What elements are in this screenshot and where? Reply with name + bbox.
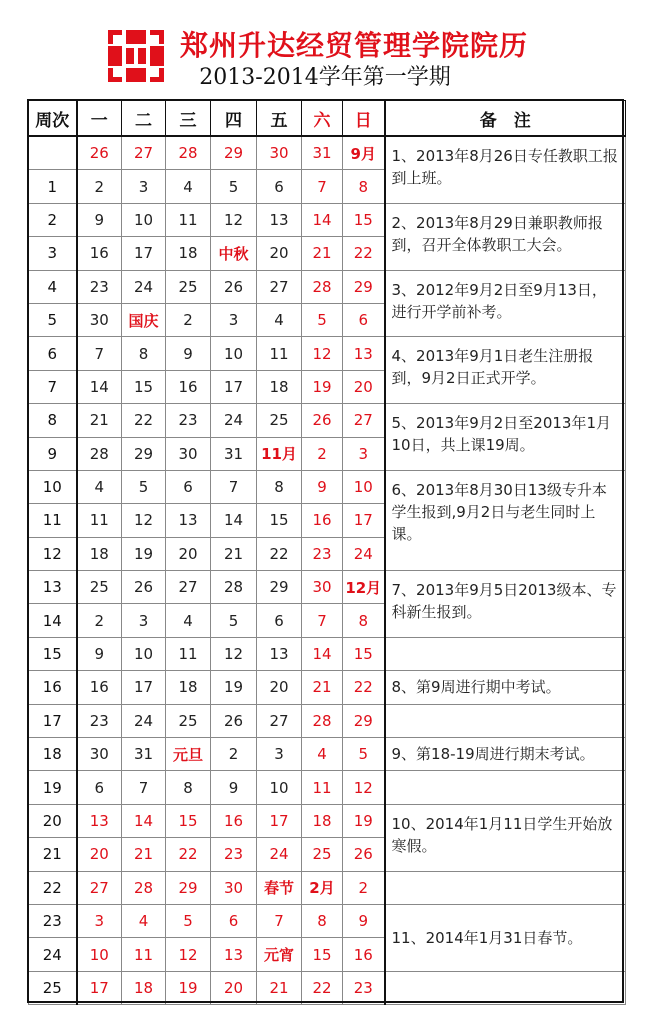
day-cell: 16 (302, 504, 343, 537)
day-cell: 14 (302, 203, 343, 236)
week-number: 14 (29, 604, 77, 637)
note-cell: 11、2014年1月31日春节。 (385, 904, 626, 971)
day-cell: 23 (77, 704, 122, 737)
day-cell: 27 (77, 871, 122, 904)
day-cell: 17 (211, 370, 257, 403)
day-cell: 29 (166, 871, 211, 904)
calendar-row (29, 404, 626, 437)
day-cell: 15 (122, 370, 166, 403)
day-cell: 3 (211, 303, 257, 336)
day-cell: 2 (77, 604, 122, 637)
day-cell: 22 (122, 404, 166, 437)
day-cell: 3 (122, 604, 166, 637)
week-number: 13 (29, 571, 77, 604)
day-cell: 30 (302, 571, 343, 604)
day-cell: 9 (343, 904, 385, 937)
day-cell: 22 (343, 671, 385, 704)
col-wed: 三 (166, 101, 211, 137)
day-cell: 12 (122, 504, 166, 537)
day-cell: 24 (211, 404, 257, 437)
calendar-row (29, 671, 626, 704)
calendar-row (29, 971, 626, 1004)
note-cell: 2、2013年8月29日兼职教师报到，召开全体教职工大会。 (385, 203, 626, 270)
day-cell: 3 (77, 904, 122, 937)
day-cell: 13 (257, 203, 302, 236)
day-cell: 29 (343, 270, 385, 303)
day-cell: 2 (166, 303, 211, 336)
week-number: 10 (29, 470, 77, 503)
day-cell: 7 (302, 170, 343, 203)
day-cell: 6 (257, 604, 302, 637)
col-sun: 日 (343, 101, 385, 137)
day-cell: 13 (343, 337, 385, 370)
note-cell: 9、第18-19周进行期末考试。 (385, 738, 626, 771)
day-cell: 23 (77, 270, 122, 303)
day-cell: 5 (122, 470, 166, 503)
day-cell: 14 (122, 804, 166, 837)
day-cell: 19 (122, 537, 166, 570)
day-cell: 11 (257, 337, 302, 370)
day-cell: 6 (166, 470, 211, 503)
day-cell: 19 (211, 671, 257, 704)
day-cell: 12 (211, 203, 257, 236)
week-number: 15 (29, 637, 77, 670)
day-cell: 7 (257, 904, 302, 937)
day-cell: 23 (302, 537, 343, 570)
day-cell: 10 (77, 938, 122, 971)
day-cell: 11 (77, 504, 122, 537)
day-cell: 国庆 (122, 303, 166, 336)
day-cell: 22 (257, 537, 302, 570)
day-cell: 24 (257, 838, 302, 871)
day-cell: 5 (211, 604, 257, 637)
week-number: 19 (29, 771, 77, 804)
day-cell: 4 (257, 303, 302, 336)
calendar-row (29, 136, 626, 170)
day-cell: 4 (122, 904, 166, 937)
col-notes: 备 注 (385, 101, 626, 137)
week-number: 12 (29, 537, 77, 570)
day-cell: 26 (302, 404, 343, 437)
day-cell: 30 (166, 437, 211, 470)
week-number: 8 (29, 404, 77, 437)
day-cell: 8 (166, 771, 211, 804)
day-cell: 21 (257, 971, 302, 1004)
day-cell: 27 (166, 571, 211, 604)
day-cell: 元宵 (257, 938, 302, 971)
day-cell: 5 (302, 303, 343, 336)
week-number: 21 (29, 838, 77, 871)
calendar-table (28, 100, 626, 1005)
day-cell: 28 (166, 136, 211, 170)
day-cell: 3 (122, 170, 166, 203)
day-cell: 11 (302, 771, 343, 804)
day-cell: 16 (166, 370, 211, 403)
day-cell: 25 (166, 704, 211, 737)
day-cell: 4 (302, 738, 343, 771)
day-cell: 22 (343, 237, 385, 270)
day-cell: 23 (343, 971, 385, 1004)
day-cell: 5 (343, 738, 385, 771)
day-cell: 12 (211, 637, 257, 670)
day-cell: 23 (211, 838, 257, 871)
week-number: 7 (29, 370, 77, 403)
day-cell: 28 (211, 571, 257, 604)
calendar-row (29, 704, 626, 737)
week-number: 25 (29, 971, 77, 1004)
day-cell: 8 (343, 170, 385, 203)
day-cell: 元旦 (166, 738, 211, 771)
day-cell: 16 (77, 671, 122, 704)
day-cell: 9 (77, 203, 122, 236)
day-cell: 3 (343, 437, 385, 470)
week-number: 5 (29, 303, 77, 336)
note-cell: 5、2013年9月2日至2013年1月10日，共上课19周。 (385, 404, 626, 471)
day-cell: 12 (166, 938, 211, 971)
day-cell: 4 (77, 470, 122, 503)
day-cell: 20 (166, 537, 211, 570)
day-cell: 9月 (343, 136, 385, 170)
col-sat: 六 (302, 101, 343, 137)
day-cell: 25 (302, 838, 343, 871)
day-cell: 21 (302, 671, 343, 704)
header-row (29, 101, 626, 137)
note-cell: 4、2013年9月1日老生注册报到，9月2日正式开学。 (385, 337, 626, 404)
note-cell (385, 704, 626, 737)
col-tue: 二 (122, 101, 166, 137)
day-cell: 21 (302, 237, 343, 270)
calendar-row (29, 804, 626, 837)
day-cell: 6 (77, 771, 122, 804)
day-cell: 18 (257, 370, 302, 403)
day-cell: 12 (302, 337, 343, 370)
calendar-row (29, 571, 626, 604)
day-cell: 10 (122, 203, 166, 236)
day-cell: 13 (211, 938, 257, 971)
day-cell: 30 (211, 871, 257, 904)
day-cell: 25 (166, 270, 211, 303)
day-cell: 11月 (257, 437, 302, 470)
day-cell: 18 (302, 804, 343, 837)
day-cell: 11 (166, 203, 211, 236)
day-cell: 17 (122, 237, 166, 270)
day-cell: 27 (257, 270, 302, 303)
week-number: 3 (29, 237, 77, 270)
day-cell: 8 (257, 470, 302, 503)
day-cell: 18 (166, 237, 211, 270)
note-cell: 8、第9周进行期中考试。 (385, 671, 626, 704)
day-cell: 14 (302, 637, 343, 670)
day-cell: 15 (166, 804, 211, 837)
week-number (29, 136, 77, 170)
day-cell: 29 (122, 437, 166, 470)
day-cell: 27 (343, 404, 385, 437)
day-cell: 13 (166, 504, 211, 537)
day-cell: 6 (343, 303, 385, 336)
note-cell: 3、2012年9月2日至9月13日，进行开学前补考。 (385, 270, 626, 337)
day-cell: 30 (257, 136, 302, 170)
day-cell: 春节 (257, 871, 302, 904)
day-cell: 2 (77, 170, 122, 203)
day-cell: 17 (77, 971, 122, 1004)
day-cell: 10 (343, 470, 385, 503)
day-cell: 29 (257, 571, 302, 604)
week-number: 24 (29, 938, 77, 971)
week-number: 16 (29, 671, 77, 704)
day-cell: 24 (122, 704, 166, 737)
day-cell: 2 (302, 437, 343, 470)
day-cell: 14 (211, 504, 257, 537)
day-cell: 11 (122, 938, 166, 971)
week-number: 20 (29, 804, 77, 837)
day-cell: 19 (302, 370, 343, 403)
day-cell: 17 (343, 504, 385, 537)
day-cell: 22 (302, 971, 343, 1004)
day-cell: 17 (257, 804, 302, 837)
day-cell: 18 (166, 671, 211, 704)
week-number: 23 (29, 904, 77, 937)
day-cell: 16 (343, 938, 385, 971)
col-thu: 四 (211, 101, 257, 137)
day-cell: 8 (302, 904, 343, 937)
day-cell: 30 (77, 303, 122, 336)
day-cell: 25 (77, 571, 122, 604)
note-cell (385, 637, 626, 670)
day-cell: 13 (257, 637, 302, 670)
week-number: 17 (29, 704, 77, 737)
day-cell: 27 (122, 136, 166, 170)
day-cell: 20 (257, 237, 302, 270)
calendar-row (29, 738, 626, 771)
day-cell: 30 (77, 738, 122, 771)
day-cell: 3 (257, 738, 302, 771)
note-cell: 7、2013年9月5日2013级本、专科新生报到。 (385, 571, 626, 638)
calendar-row (29, 771, 626, 804)
day-cell: 10 (122, 637, 166, 670)
day-cell: 28 (122, 871, 166, 904)
week-number: 2 (29, 203, 77, 236)
calendar-row (29, 270, 626, 303)
day-cell: 9 (77, 637, 122, 670)
day-cell: 26 (122, 571, 166, 604)
day-cell: 12 (343, 771, 385, 804)
day-cell: 19 (343, 804, 385, 837)
note-cell: 10、2014年1月11日学生开始放寒假。 (385, 804, 626, 871)
day-cell: 5 (166, 904, 211, 937)
calendar-row (29, 637, 626, 670)
day-cell: 2 (211, 738, 257, 771)
day-cell: 9 (166, 337, 211, 370)
calendar-row (29, 470, 626, 503)
day-cell: 17 (122, 671, 166, 704)
day-cell: 24 (343, 537, 385, 570)
day-cell: 21 (77, 404, 122, 437)
day-cell: 6 (211, 904, 257, 937)
day-cell: 12月 (343, 571, 385, 604)
school-name: 郑州升达经贸管理学院院历 (180, 29, 529, 62)
day-cell: 29 (343, 704, 385, 737)
calendar-row (29, 904, 626, 937)
day-cell: 20 (211, 971, 257, 1004)
day-cell: 26 (211, 704, 257, 737)
note-cell (385, 971, 626, 1004)
day-cell: 10 (257, 771, 302, 804)
day-cell: 7 (122, 771, 166, 804)
day-cell: 28 (302, 270, 343, 303)
week-number: 9 (29, 437, 77, 470)
calendar-row (29, 203, 626, 236)
day-cell: 4 (166, 604, 211, 637)
day-cell: 8 (343, 604, 385, 637)
day-cell: 29 (211, 136, 257, 170)
day-cell: 26 (343, 838, 385, 871)
day-cell: 10 (211, 337, 257, 370)
week-number: 1 (29, 170, 77, 203)
day-cell: 19 (166, 971, 211, 1004)
note-cell (385, 871, 626, 904)
note-cell: 1、2013年8月26日专任教职工报到上班。 (385, 136, 626, 203)
header (0, 0, 650, 100)
day-cell: 28 (77, 437, 122, 470)
day-cell: 9 (211, 771, 257, 804)
day-cell: 21 (122, 838, 166, 871)
day-cell: 20 (77, 838, 122, 871)
day-cell: 31 (211, 437, 257, 470)
day-cell: 5 (211, 170, 257, 203)
day-cell: 20 (257, 671, 302, 704)
day-cell: 中秋 (211, 237, 257, 270)
day-cell: 28 (302, 704, 343, 737)
day-cell: 22 (166, 838, 211, 871)
day-cell: 18 (77, 537, 122, 570)
day-cell: 6 (257, 170, 302, 203)
week-number: 6 (29, 337, 77, 370)
day-cell: 15 (343, 203, 385, 236)
week-number: 4 (29, 270, 77, 303)
day-cell: 7 (77, 337, 122, 370)
day-cell: 18 (122, 971, 166, 1004)
calendar-row (29, 337, 626, 370)
day-cell: 26 (211, 270, 257, 303)
note-cell: 6、2013年8月30日13级专升本学生报到,9月2日与老生同时上课。 (385, 470, 626, 570)
day-cell: 14 (77, 370, 122, 403)
day-cell: 7 (211, 470, 257, 503)
day-cell: 13 (77, 804, 122, 837)
day-cell: 31 (302, 136, 343, 170)
day-cell: 2 (343, 871, 385, 904)
day-cell: 20 (343, 370, 385, 403)
day-cell: 15 (257, 504, 302, 537)
day-cell: 31 (122, 738, 166, 771)
col-fri: 五 (257, 101, 302, 137)
term-title: 2013-2014学年第一学期 (199, 65, 451, 90)
week-number: 18 (29, 738, 77, 771)
day-cell: 24 (122, 270, 166, 303)
day-cell: 15 (343, 637, 385, 670)
day-cell: 26 (77, 136, 122, 170)
day-cell: 25 (257, 404, 302, 437)
day-cell: 2月 (302, 871, 343, 904)
day-cell: 7 (302, 604, 343, 637)
day-cell: 15 (302, 938, 343, 971)
note-cell (385, 771, 626, 804)
week-number: 22 (29, 871, 77, 904)
day-cell: 4 (166, 170, 211, 203)
day-cell: 21 (211, 537, 257, 570)
day-cell: 8 (122, 337, 166, 370)
day-cell: 23 (166, 404, 211, 437)
day-cell: 9 (302, 470, 343, 503)
week-number: 11 (29, 504, 77, 537)
day-cell: 27 (257, 704, 302, 737)
day-cell: 11 (166, 637, 211, 670)
col-week: 周次 (29, 101, 77, 137)
calendar-row (29, 871, 626, 904)
day-cell: 16 (77, 237, 122, 270)
col-mon: 一 (77, 101, 122, 137)
day-cell: 16 (211, 804, 257, 837)
